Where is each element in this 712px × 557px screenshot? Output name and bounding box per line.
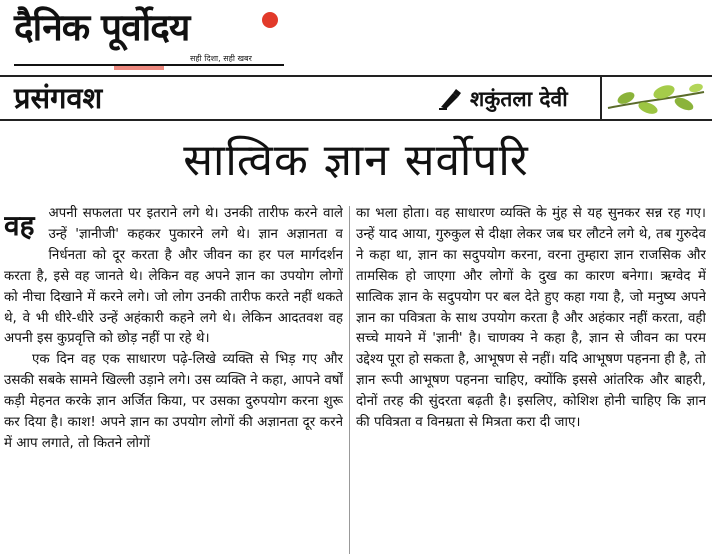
masthead-accent-bar	[114, 66, 164, 70]
masthead	[14, 4, 276, 66]
section-title: प्रसंगवश	[14, 81, 103, 115]
pen-icon	[438, 88, 464, 110]
article-column-left	[4, 204, 343, 556]
column-divider	[349, 206, 350, 554]
article-headline: सात्विक ज्ञान सर्वोपरि	[183, 135, 529, 186]
leaf-branch-icon	[606, 78, 706, 118]
masthead-tagline: सही दिशा, सही खबर	[190, 54, 252, 63]
section-band-bottom-rule	[0, 119, 712, 121]
masthead-title: दैनिक पूर्वोदय	[14, 6, 190, 49]
article-column-right	[356, 204, 706, 556]
author-name: शकुंतला देवी	[470, 87, 568, 111]
article-dropcap: वह	[4, 209, 35, 242]
section-band-top-rule	[0, 75, 712, 77]
article-paragraph: का भला होता। वह साधारण व्यक्ति के मुंह से यह सुनकर सन्न रह गए। उन्हें याद आया, गुरुकुल से दीक्षा लेकर जब घर लौटने लगे थे, तब गुरुदेव ने कहा था, ज्ञान का सदुपयोग करना, वरना तुम्हारा ज्ञान राजसिक और तामसिक हो जाएगा और लोगों के दुख का कारण बनेगा। ऋग्वेद में सात्विक ज्ञान के सदुपयोग पर बल देते हुए कहा गया है, जो मनुष्य अपने ज्ञान का पवित्रता के साथ उपयोग करता है और अहंकार नहीं करता, वही सच्चे मायने में 'ज्ञानी' है। चाणक्य ने कहा है, ज्ञान से जीवन का परम उद्देश्य पूरा हो सकता है, आभूषण से नहीं। यदि आभूषण पहनना ही है, तो ज्ञान रूपी आभूषण पहनना चाहिए, क्योंकि इससे आंतरिक और बाहरी, दोनों तरह की सुंदरता बढ़ती है। इसलिए, कोशिश होनी चाहिए कि ज्ञान की पवित्रता व विनम्रता से मित्रता करा दी जाए।	[356, 206, 706, 431]
masthead-red-dot-icon	[262, 12, 278, 28]
article-paragraph: एक दिन वह एक साधारण पढ़े-लिखे व्यक्ति से भिड़ गए और उसकी सबके सामने खिल्ली उड़ाने लगे। उस व्यक्ति ने कहा, आपने वर्षों कड़ी मेहनत करके ज्ञान अर्जित किया, पर उसका दुरुपयोग करना शुरू कर दिया है। काश! अपने ज्ञान का उपयोग लोगों की अज्ञानता दूर करने में आप लगाते, तो कितने लोगों	[4, 352, 343, 451]
band-divider	[600, 76, 602, 120]
author-byline	[438, 84, 568, 114]
article-paragraph: अपनी सफलता पर इतराने लगे थे। उनकी तारीफ करने वाले उन्हें 'ज्ञानीजी' कहकर पुकारने लगे थे। ज्ञान अज्ञानता व निर्धनता को दूर करता है और जीवन का हर पल मार्गदर्शन करता है, इसे वह जानते थे। लेकिन वह अपने ज्ञान का उपयोग लोगों को नीचा दिखाने में करने लगे। जो लोग उनकी तारीफ करते नहीं थकते थे, वे भी धीरे-धीरे उन्हें अहंकारी कहने लगे थे। लेकिन आदतवश वह अपनी इस कुप्रवृत्ति को छोड़ नहीं पा रहे थे।	[4, 206, 343, 347]
